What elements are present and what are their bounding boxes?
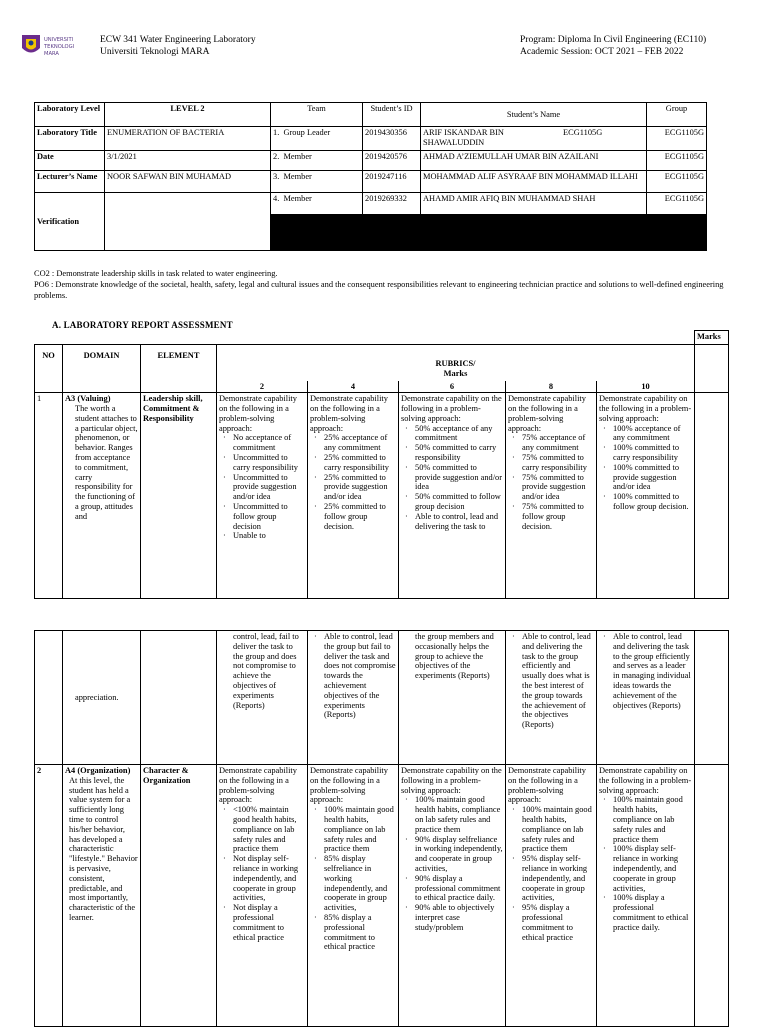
row2-list-6 — [401, 795, 503, 932]
row1c-domain: appreciation. — [63, 631, 141, 765]
rubric-criterion: · 75% committed to provide suggestion and/or idea — [522, 473, 594, 502]
row1c-cell-10 — [597, 631, 695, 765]
course-info — [100, 34, 256, 58]
rubric-criterion: · Uncommitted to carry responsibility — [233, 453, 305, 473]
row2-list-2 — [219, 805, 305, 942]
row2-cell-2 — [217, 765, 308, 1027]
member-1-extra: ECG1105G — [563, 128, 603, 137]
row2-list-8 — [508, 805, 594, 942]
student-id-header: Student’s ID — [363, 103, 421, 127]
row1-list-4 — [310, 433, 396, 531]
lab-title-value: ENUMERATION OF BACTERIA — [105, 127, 271, 151]
rubric-criterion: · 100% acceptance of any commitment — [613, 424, 692, 444]
lab-info-table — [34, 102, 707, 251]
level-4: 4 — [308, 381, 399, 393]
row1-list-10 — [599, 424, 692, 512]
po6-text: PO6 : Demonstrate knowledge of the societal, health, safety, legal and cultural issues and the consequent responsibilities relevant to engineering technician practice and solutions to well-defined engineering problems. — [34, 280, 724, 300]
member-1-id: 2019430356 — [363, 127, 421, 151]
row1c-cell-4 — [308, 631, 399, 765]
member-2-no: 2. — [273, 152, 280, 161]
rubric-criterion: · No acceptance of commitment — [233, 433, 305, 453]
member-3-role-text: Member — [283, 172, 312, 181]
program-name: Program: Diploma In Civil Engineering (EC110) — [520, 35, 707, 45]
lab-level-label: Laboratory Level — [35, 103, 105, 127]
member-2-role-text: Member — [283, 152, 312, 161]
row2-domain — [63, 765, 141, 1027]
marks-cell-header — [695, 345, 729, 393]
rubric-criterion: · 85% display selfreliance in working independently, and cooperate in group activities, — [324, 854, 396, 913]
row1-cell-10 — [597, 393, 695, 599]
domain-header: DOMAIN — [63, 345, 141, 393]
rubric-criterion: · 50% acceptance of any commitment — [415, 424, 503, 444]
rubric-criterion: · 100% maintain good health habits, compliance on lab safety rules and practice them — [522, 805, 594, 854]
row2-cell-6 — [399, 765, 506, 1027]
redacted-block-4 — [647, 215, 707, 251]
member-4-id: 2019269332 — [363, 193, 421, 215]
rubric-criterion: · 90% display selfreliance in working independently, and cooperate in group activities, — [415, 835, 503, 874]
row2-list-4 — [310, 805, 396, 952]
lecturer-value: NOOR SAFWAN BIN MUHAMAD — [105, 171, 271, 193]
rubric-criterion: · 50% committed to provide suggestion and/or idea — [415, 463, 503, 492]
row1-element: Leadership skill, Commitment & Responsibility — [141, 393, 217, 599]
member-4-name: AHAMD AMIR AFIQ BIN MUHAMMAD SHAH — [421, 193, 647, 215]
element-header: ELEMENT — [141, 345, 217, 393]
rubric-criterion: · Not display self-reliance in working independently, and cooperate in group activities, — [233, 854, 305, 903]
logo-text-3: MARA — [44, 51, 59, 57]
row1c-element — [141, 631, 217, 765]
rubric-criterion: · 100% maintain good health habits, compliance on lab safety rules and practice them — [613, 795, 692, 844]
university-name: Universiti Teknologi MARA — [100, 47, 210, 57]
rubric-criterion: · 100% display self-reliance in working independently, and cooperate in group activities, — [613, 844, 692, 893]
rubrics-header — [217, 345, 695, 381]
member-2-group: ECG1105G — [647, 151, 707, 171]
co2-text: CO2 : Demonstrate leadership skills in task related to water engineering. — [34, 269, 278, 278]
rubric-table-continued — [34, 630, 729, 1027]
logo-text-2: TEKNOLOGI — [44, 44, 75, 50]
lecturer-label: Lecturer’s Name — [35, 171, 105, 193]
row1c-cell-2: control, lead, fail to deliver the task to the group and does not compromise to achieve the objectives of experiments (Reports) — [217, 631, 308, 765]
rubrics-label: RUBRICS/ — [435, 359, 476, 368]
document-header — [18, 32, 750, 66]
rubric-criterion: · 100% committed to carry responsibility — [613, 443, 692, 463]
redacted-block-3 — [421, 215, 647, 251]
row2-cell-10 — [597, 765, 695, 1027]
member-3-role — [271, 171, 363, 193]
member-4-role-text: Member — [283, 194, 312, 203]
member-4-role — [271, 193, 363, 215]
rubric-criterion: · 85% display a professional commitment to ethical practice — [324, 913, 396, 952]
member-3-name: MOHAMMAD ALIF ASYRAAF BIN MOHAMMAD ILLAHI — [421, 171, 647, 193]
student-name-header: Student’s Name — [421, 103, 647, 127]
row1-intro-8: Demonstrate capability on the following in a problem-solving approach: — [508, 394, 586, 433]
rubric-criterion: · 75% committed to follow group decision. — [522, 502, 594, 531]
row1c-no — [35, 631, 63, 765]
member-2-name: AHMAD A’ZIEMULLAH UMAR BIN AZAILANI — [421, 151, 647, 171]
row1-cell-8 — [506, 393, 597, 599]
verification-label: Verification — [35, 193, 105, 251]
row2-cell-4 — [308, 765, 399, 1027]
rubric-criterion: · Not display a professional commitment to ethical practice — [233, 903, 305, 942]
rubric-criterion: · 25% committed to provide suggestion and/or idea — [324, 473, 396, 502]
no-header: NO — [35, 345, 63, 393]
row2-intro-6: Demonstrate capability on the following in a problem-solving approach: — [401, 766, 502, 795]
section-title: A. LABORATORY REPORT ASSESSMENT — [52, 320, 233, 330]
level-2: 2 — [217, 381, 308, 393]
rubric-criterion: · <100% maintain good health habits, compliance on lab safety rules and practice them — [233, 805, 305, 854]
logo-text-1: UNIVERSITI — [44, 37, 74, 43]
rubric-criterion: · 100% committed to follow group decision. — [613, 492, 692, 512]
row1c-cell-6: the group members and occasionally helps the group to achieve the objectives of the experiments (Reports) — [399, 631, 506, 765]
member-3-id: 2019247116 — [363, 171, 421, 193]
member-4-group: ECG1105G — [647, 193, 707, 215]
rubric-criterion: · Unable to — [233, 531, 305, 541]
row2-intro-8: Demonstrate capability on the following in a problem-solving approach: — [508, 766, 586, 805]
marks-header: Marks — [695, 331, 729, 345]
row2-intro-4: Demonstrate capability on the following in a problem-solving approach: — [310, 766, 388, 805]
row2-domain-text: At this level, the student has held a value system for a sufficiently long time to control his/her behavior, has developed a characteristic "lifestyle." Behavior is pervasive, consistent, predictable, and most importantly, characteristic of the learner. — [69, 775, 138, 922]
member-4-no: 4. — [273, 194, 280, 203]
rubrics-marks-label: Marks — [443, 368, 468, 378]
row1-list-2 — [219, 433, 305, 541]
rubric-criterion: · Able to control, lead and delivering the task to — [415, 512, 503, 532]
row1-domain-title: A3 (Valuing) — [65, 394, 111, 404]
row1-cell-2 — [217, 393, 308, 599]
member-3-group: ECG1105G — [647, 171, 707, 193]
rubric-criterion: · 50% committed to follow group decision — [415, 492, 503, 512]
rubric-criterion: · 90% display a professional commitment to ethical practice daily. — [415, 874, 503, 903]
date-value: 3/1/2021 — [105, 151, 271, 171]
row2-cell-8 — [506, 765, 597, 1027]
team-header: Team — [271, 103, 363, 127]
member-2-id: 2019420576 — [363, 151, 421, 171]
rubric-criterion: · 50% committed to carry responsibility — [415, 443, 503, 463]
row1-intro-4: Demonstrate capability on the following in a problem-solving approach: — [310, 394, 388, 433]
lab-title-label: Laboratory Title — [35, 127, 105, 151]
row2-marks — [695, 765, 729, 1027]
rubric-criterion: · 75% committed to carry responsibility — [522, 453, 594, 473]
row2-intro-2: Demonstrate capability on the following in a problem-solving approach: — [219, 766, 297, 805]
rubric-criterion: · 100% committed to provide suggestion and/or idea — [613, 463, 692, 492]
rubric-criterion: · 100% maintain good health habits, compliance on lab safety rules and practice them — [324, 805, 396, 854]
redacted-block-1 — [271, 215, 363, 251]
row1-domain-text: The worth a student attaches to a particular object, phenomenon, or behavior. Ranges from acceptance to commitment, carry responsibility for the functioning of a group, attitudes and — [75, 404, 138, 521]
row1c-item-10: · Able to control, lead and delivering the task to the group efficiently and serves as a leader in managing individual ideas towards the achievement of the objectives (Reports) — [613, 632, 692, 710]
uitm-logo-icon — [18, 32, 90, 60]
row1-marks — [695, 393, 729, 599]
rubric-criterion: · 25% acceptance of any commitment — [324, 433, 396, 453]
redacted-block-2 — [363, 215, 421, 251]
lab-level-value: LEVEL 2 — [105, 103, 271, 127]
level-6: 6 — [399, 381, 506, 393]
date-label: Date — [35, 151, 105, 171]
level-10: 10 — [597, 381, 695, 393]
row1c-marks — [695, 631, 729, 765]
row1c-item-8: · Able to control, lead and delivering the task to the group efficiently and usually does what is the best interest of the group towards the achievement of the objectives (Reports) — [522, 632, 594, 730]
academic-session: Academic Session: OCT 2021 – FEB 2022 — [520, 47, 684, 57]
rubric-criterion: · 100% maintain good health habits, compliance on lab safety rules and practice them — [415, 795, 503, 834]
row2-intro-10: Demonstrate capability on the following in a problem-solving approach: — [599, 766, 692, 795]
row1-intro-6: Demonstrate capability on the following in a problem-solving approach: — [401, 394, 502, 423]
row2-no: 2 — [35, 765, 63, 1027]
row2-list-10 — [599, 795, 692, 932]
member-1-role-text: Group Leader — [283, 128, 331, 137]
rubric-criterion: · 100% display a professional commitment to ethical practice daily. — [613, 893, 692, 932]
program-info — [520, 34, 706, 58]
group-header: Group — [647, 103, 707, 127]
row1-intro-2: Demonstrate capability on the following in a problem-solving approach: — [219, 394, 297, 433]
rubric-criterion: · 25% committed to carry responsibility — [324, 453, 396, 473]
row2-domain-title: A4 (Organization) — [65, 766, 131, 775]
outcomes — [34, 268, 724, 301]
member-3-no: 3. — [273, 172, 280, 181]
member-1-name-cell — [421, 127, 647, 151]
verification-value — [105, 193, 271, 251]
row1-list-8 — [508, 433, 594, 531]
rubric-criterion: · Uncommitted to provide suggestion and/or idea — [233, 473, 305, 502]
row1c-item-4: · Able to control, lead the group but fail to deliver the task and does not compromise towards the achievement objectives of the experiments (Reports) — [324, 632, 396, 720]
rubric-criterion: · 95% display self-reliance in working independently, and cooperate in group activities, — [522, 854, 594, 903]
rubric-criterion: · 25% committed to follow group decision. — [324, 502, 396, 531]
member-1-no: 1. — [273, 128, 280, 137]
row2-element: Character & Organization — [141, 765, 217, 1027]
rubric-criterion: · Uncommitted to follow group decision — [233, 502, 305, 531]
row1-cell-6 — [399, 393, 506, 599]
level-8: 8 — [506, 381, 597, 393]
row1-no: 1 — [35, 393, 63, 599]
member-1-group: ECG1105G — [647, 127, 707, 151]
course-name: ECW 341 Water Engineering Laboratory — [100, 35, 256, 45]
rubric-table — [34, 330, 729, 599]
row1-intro-10: Demonstrate capability on the following in a problem-solving approach: — [599, 394, 692, 423]
row1c-cell-8 — [506, 631, 597, 765]
member-1-role — [271, 127, 363, 151]
rubric-criterion: · 75% acceptance of any commitment — [522, 433, 594, 453]
row1-cell-4 — [308, 393, 399, 599]
rubric-criterion: · 95% display a professional commitment to ethical practice — [522, 903, 594, 942]
row1-domain — [63, 393, 141, 599]
member-1-name: ARIF ISKANDAR BIN SHAWALUDDIN — [423, 128, 504, 147]
member-2-role — [271, 151, 363, 171]
row1-list-6 — [401, 424, 503, 532]
rubric-criterion: · 90% able to objectively interpret case study/problem — [415, 903, 503, 932]
